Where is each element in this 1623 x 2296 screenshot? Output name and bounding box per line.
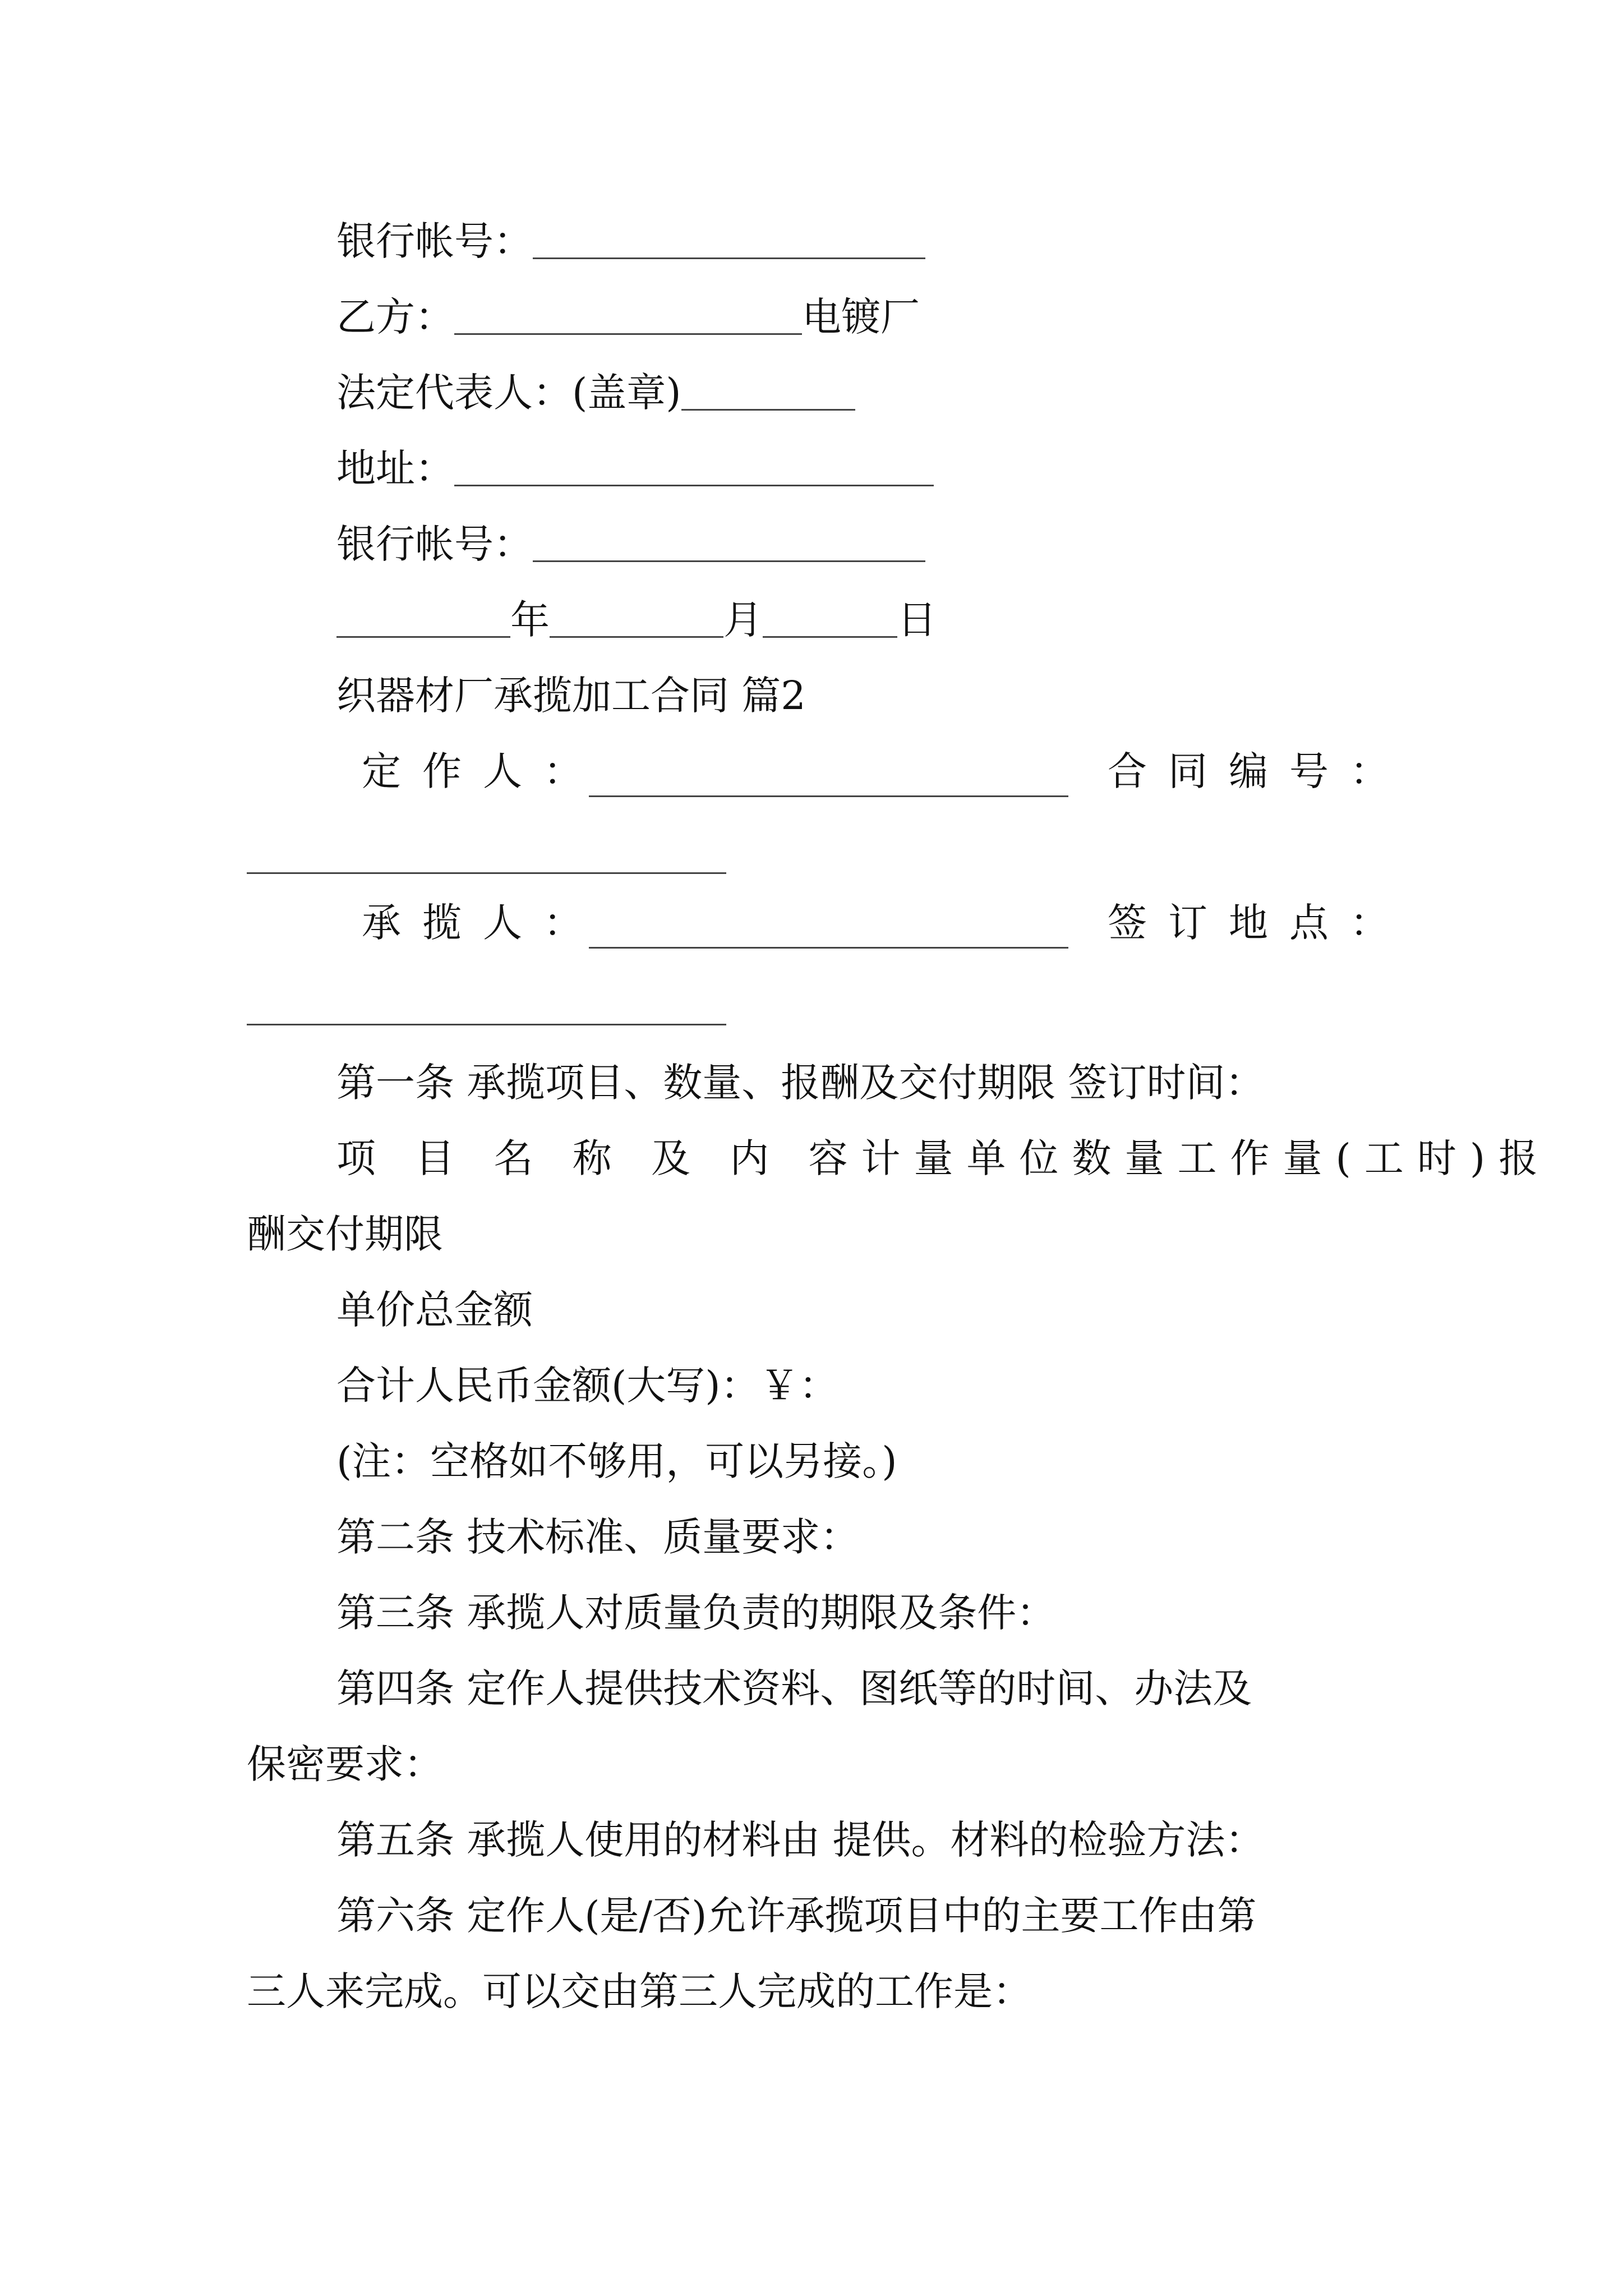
clause-line-13: 三人来完成。可以交由第三人完成的工作是： [247,1968,1032,2014]
party-b-bank-account-blank [533,526,925,562]
month-blank [550,601,723,638]
year-blank [336,601,510,638]
clause-line-9: 第四条 定作人提供技术资料、图纸等的时间、办法及 [336,1665,1252,1711]
clause-line-11: 第五条 承揽人使用的材料由 提供。材料的检验方法： [336,1817,1265,1863]
contract-number-blank [247,872,726,874]
sign-place-label: 签订地点： [1108,900,1410,946]
date-line [336,592,937,648]
party-a-bank-account-label: 银行帐号： [336,218,533,264]
party-b-label: 乙方： [336,294,454,340]
contractor-label: 承揽人： [362,900,604,946]
orderer-blank [589,795,1068,797]
contractor-blank [589,947,1068,949]
party-b-legal-rep-line [336,365,855,421]
clause-line-1: 第一条 承揽项目、数量、报酬及交付期限 签订时间： [336,1060,1265,1106]
party-b-address-label: 地址： [336,445,454,491]
party-b-address-line [336,440,934,496]
party-a-bank-account-blank [533,223,925,259]
party-b-legal-rep-blank [681,374,855,411]
day-blank [763,601,897,638]
party-b-name-blank [454,298,802,335]
clause-line-6: (注：空格如不够用，可以另接。) [336,1438,897,1484]
clause-line-2: 项 目 名 称 及 内 容计量单位数量工作量(工时)报 [336,1135,1552,1181]
year-label: 年 [510,597,550,643]
party-b-line [336,289,920,345]
clause-line-4: 单价总金额 [336,1287,533,1333]
clause-line-10: 保密要求： [247,1741,443,1787]
party-b-bank-account-line [336,516,925,572]
clause-line-5: 合计人民币金额(大写)：￥： [336,1363,838,1409]
clause-line-8: 第三条 承揽人对质量负责的期限及条件： [336,1590,1056,1636]
party-b-legal-rep-label: 法定代表人：(盖章) [336,370,681,416]
clause-line-3: 酬交付期限 [247,1211,443,1257]
clause-line-7: 第二条 技术标准、质量要求： [336,1514,860,1560]
month-label: 月 [723,597,763,643]
clause-line-12: 第六条 定作人(是/否)允许承揽项目中的主要工作由第 [336,1893,1257,1939]
sign-place-blank [247,1024,726,1025]
section-title: 织器材厂承揽加工合同 篇2 [336,673,806,719]
party-b-bank-account-label: 银行帐号： [336,521,533,567]
contract-number-label: 合同编号： [1108,748,1410,794]
party-b-suffix: 电镀厂 [802,294,920,340]
orderer-label: 定作人： [362,748,604,794]
party-a-bank-account-line [336,213,925,269]
day-label: 日 [897,597,937,643]
party-b-address-blank [454,450,934,486]
